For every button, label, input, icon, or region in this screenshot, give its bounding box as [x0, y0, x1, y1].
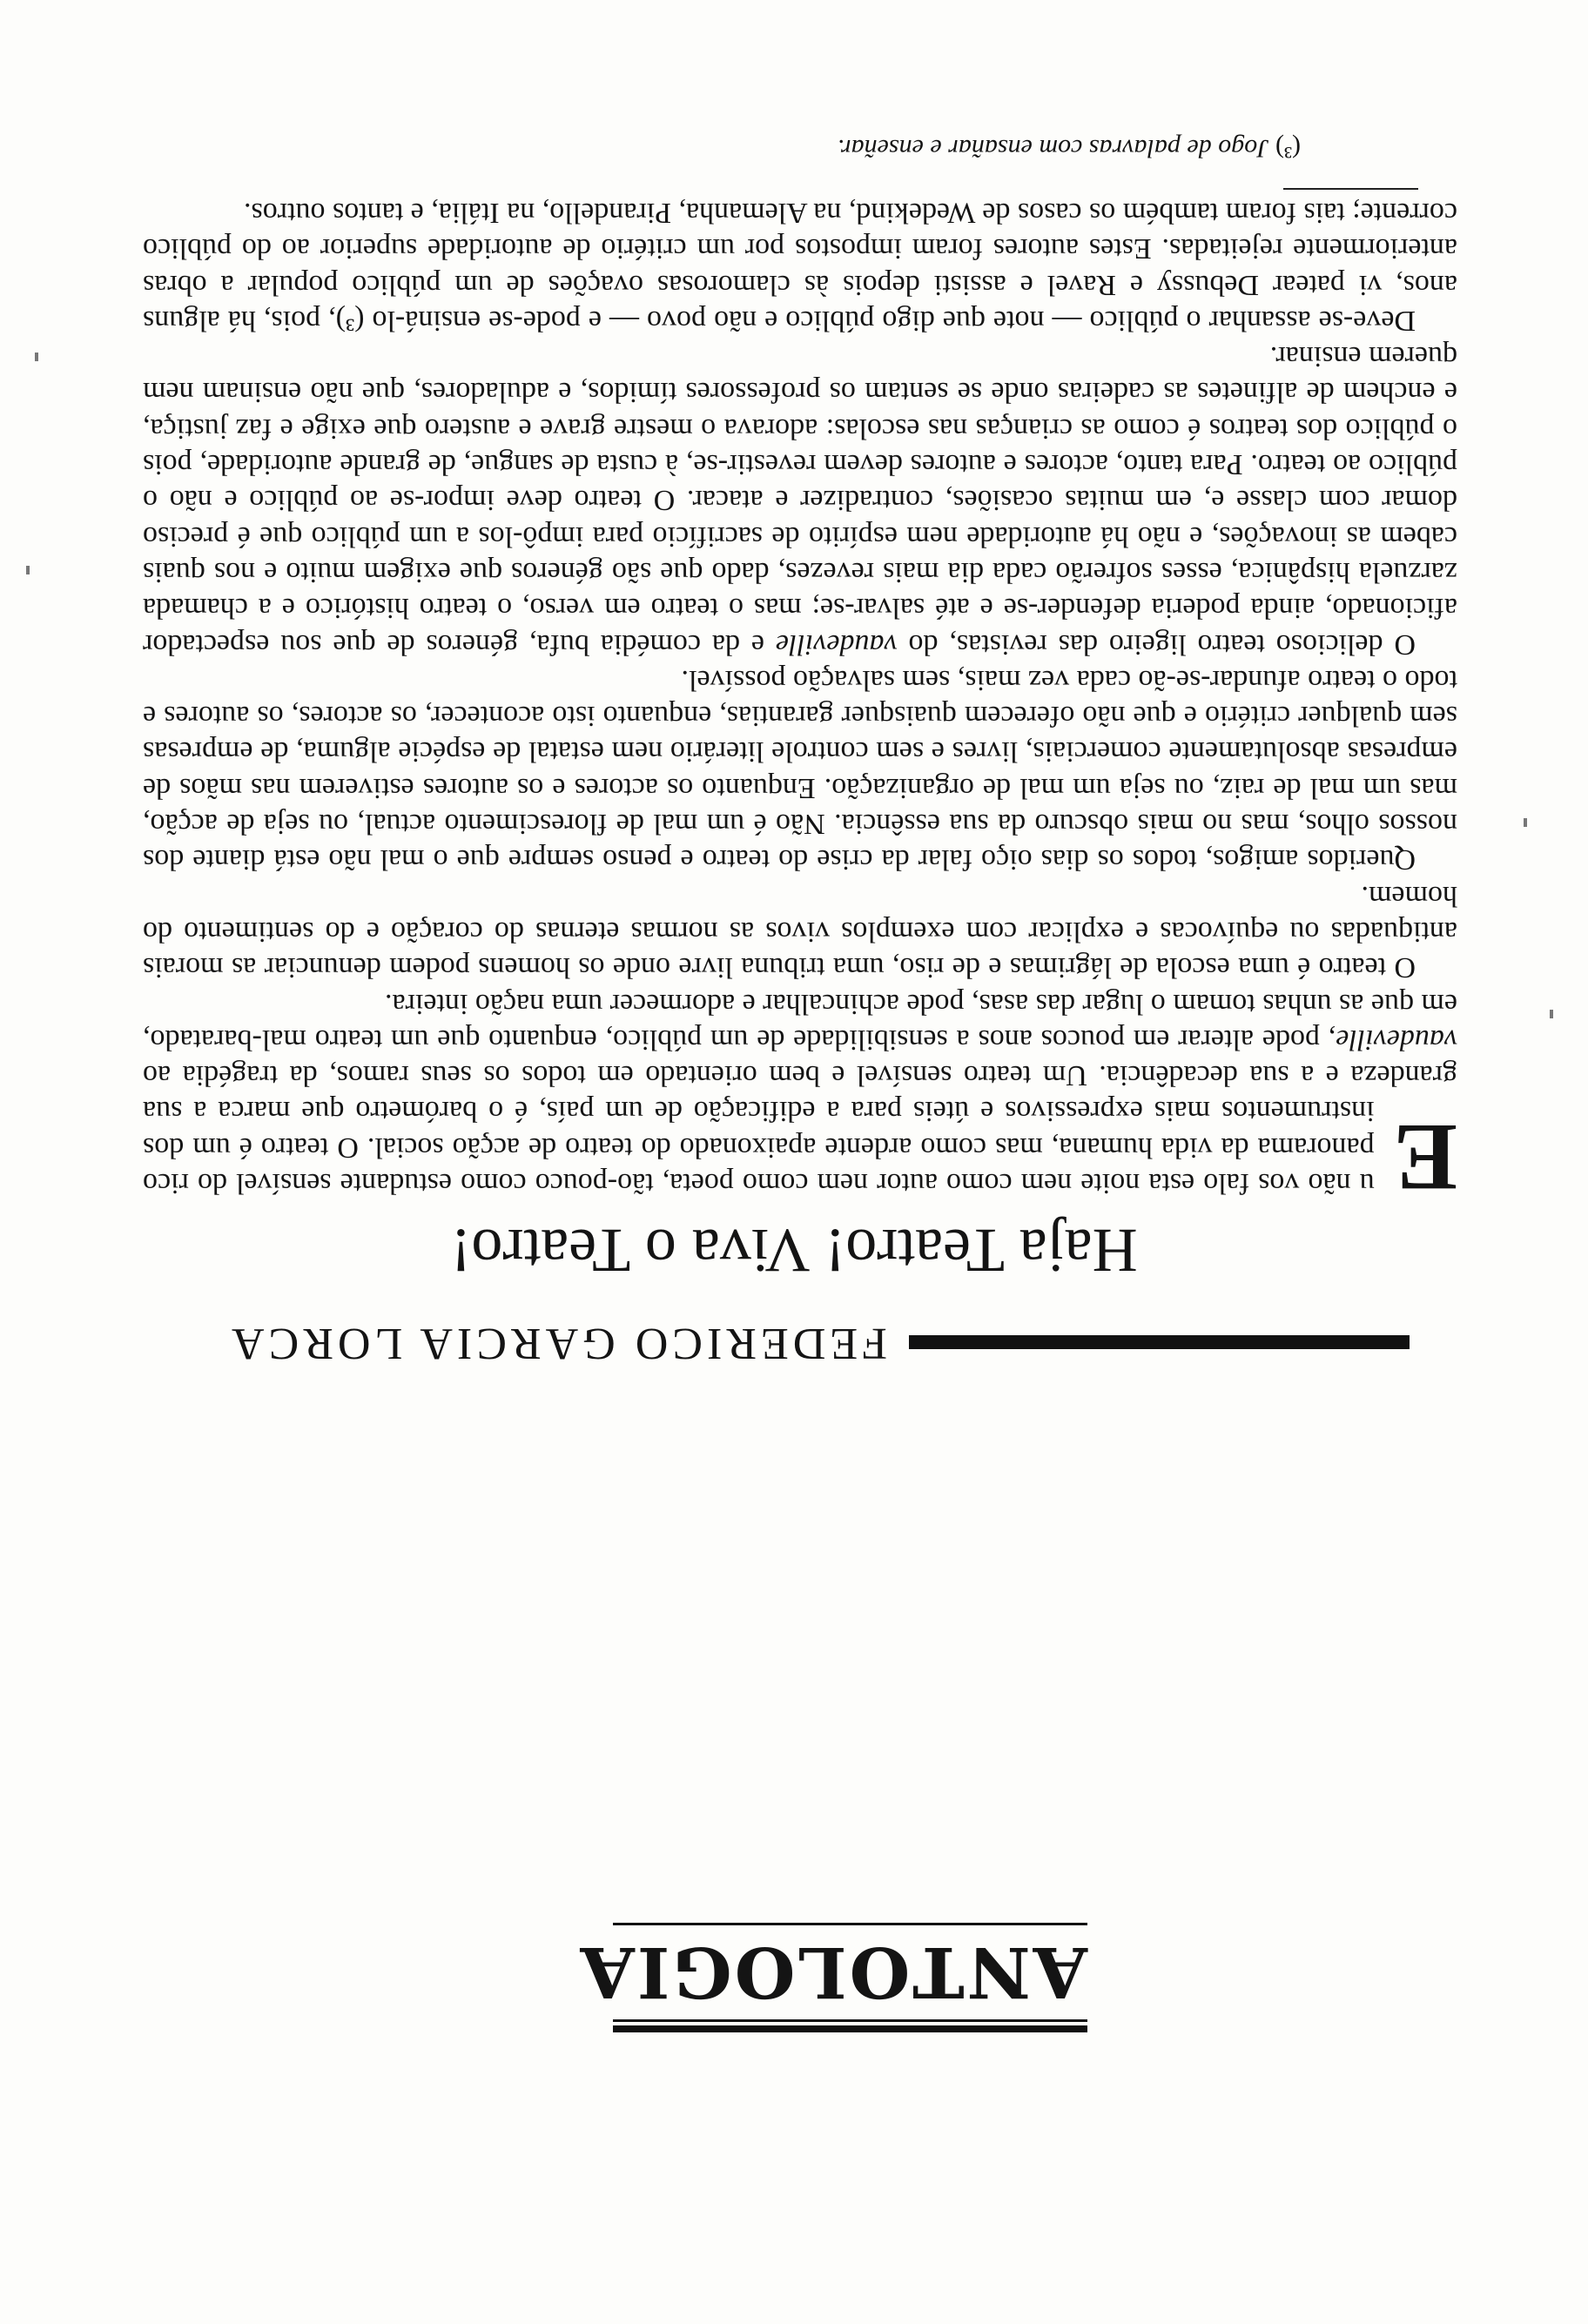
- header-top-thick-rule: [613, 2025, 1087, 2032]
- paragraph-1-italic: vaudeville: [1336, 1023, 1457, 1056]
- paragraph-2: O teatro é uma escola de lágrimas e de riso, uma tribuna livre onde os homens podem denunciar as morais antiquadas ou equívocas e explicar com exemplos vivos as normas eternas do coração e do sentimento do homem.: [143, 879, 1457, 984]
- margin-speck: [35, 353, 38, 361]
- paragraph-1: [143, 985, 1457, 1211]
- section-title: ANTOLOGIA: [577, 1931, 1087, 2013]
- paragraph-4-italic: vaudeville: [775, 628, 898, 661]
- footnote-marker: (³): [1275, 134, 1301, 163]
- paragraph-4-lead: O delicioso teatro ligeiro das revistas, do: [897, 628, 1416, 661]
- author-name: FEDERICO GARCIA LORCA: [227, 1319, 887, 1368]
- drop-cap: E: [1393, 1105, 1457, 1211]
- margin-speck: [26, 566, 30, 574]
- article-title: Haja Teatro! Viva o Teatro!: [450, 1216, 1138, 1286]
- footnote-text: Jogo de palavras com ensañar e enseñar.: [837, 134, 1269, 163]
- article-body: [143, 195, 1457, 1211]
- paragraph-1-tail: , pode alterar em poucos anos a sensibilidade de um público, enquanto que um teatro mal-baratado, em que as unhas tomam o lugar das asas, pode achincalhar e adormecer uma nação inteira.: [143, 987, 1457, 1056]
- footnote-rule: [1283, 188, 1418, 190]
- author-row: [138, 1313, 1410, 1374]
- header-top-thin-rule: [613, 2019, 1087, 2022]
- paragraph-5: Deve-se assanhar o público — note que digo público e não povo — e pode-se ensiná-lo (³), pois, há alguns anos, vi patear Debussy e Ravel e assisti depois às clamorosas ovações de um público popular a obras anteriormente rejeitadas. Estes autores foram impostos por um critério de autoridade superior ao do público corrente; tais foram também os casos de Wedekind, na Alemanha, Pirandello, na Itália, e tantos outros.: [143, 196, 1457, 337]
- paragraph-1-text: u não vos falo esta noite nem como autor nem como poeta, tão-pouco como estudante sensível do rico panorama da vida humana, mas como ardente apaixonado do teatro de acção social. O teatro é um dos instrumentos mais expressivos e úteis para a edificação de um país, é o barómetro que marca a sua grandeza e a sua decadência. Um teatro sensível e bem orientado em todos os seus ramos, da tragédia ao: [143, 1059, 1457, 1199]
- footnote: [838, 131, 1301, 165]
- section-header: [577, 1923, 1087, 2032]
- margin-speck: [1524, 818, 1527, 827]
- paragraph-4-tail: e da comédia bufa, géneros de que sou espectador aficionado, ainda poderia defender-se e até salvar-se; mas o teatro em verso, o teatro histórico e a chamada zarzuela hispânica, esses sofrerão cada dia mais revezes, dado que são géneros que exigem muito e nos quais cabem as inovações, e não há autoridade nem espírito de sacrifício para impô-los a um público que é preciso domar com classe e, em muitas ocasiões, contradizer e atacar. O teatro deve impor-se ao público e não o público ao teatro. Para tanto, actores e autores devem revestir-se, à custa de sangue, de grande autoridade, pois o público dos teatros é como as crianças nas escolas: adorava o mestre grave e austero que exige e faz justiça, e enchem de alfinetes as cadeiras onde se sentam os professores tímidos, e aduladores, que não ensinam nem querem ensinar.: [143, 340, 1457, 661]
- paragraph-3: Queridos amigos, todos os dias oiço falar da crise do teatro e penso sempre que o mal não está diante dos nossos olhos, mas no mais obscuro da sua essência. Não é um mal de florescimento actual, ou seja de acção, mas um mal de raiz, ou seja um mal de organização. Enquanto os actores e os autores estiverem nas mãos de empresas absolutamente comerciais, livres e sem controle literário nem estatal de espécie alguma, de empresas sem qualquer critério e que não oferecem quaisquer garantias, enquanto isto acontecer, os actores, os autores e todo o teatro afundar-se-ão cada vez mais, sem salvação possível.: [143, 663, 1457, 877]
- paragraph-4: [143, 339, 1457, 662]
- author-decorative-bar: [909, 1335, 1410, 1349]
- margin-speck: [1550, 1010, 1553, 1018]
